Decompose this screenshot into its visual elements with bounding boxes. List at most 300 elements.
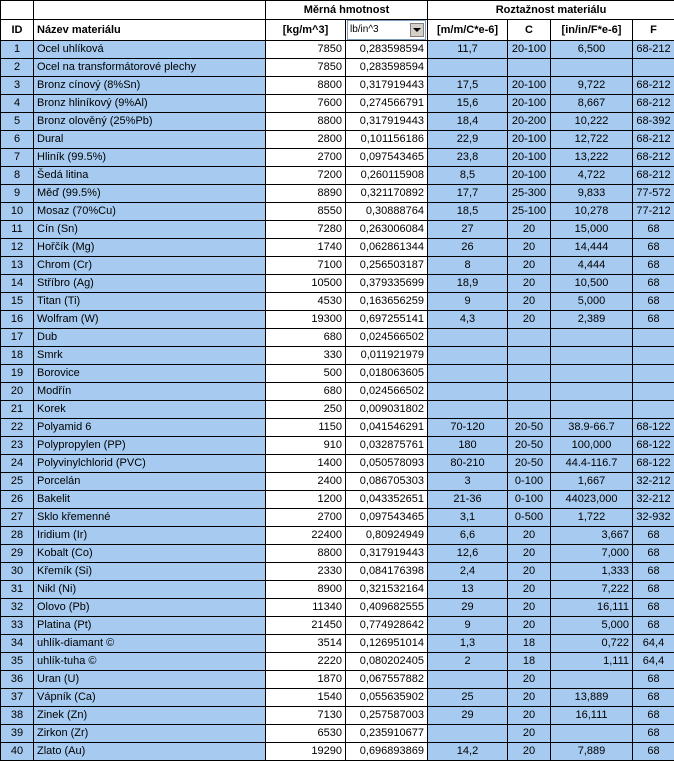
- cell-temp-c[interactable]: 18: [508, 653, 551, 671]
- cell-temp-c[interactable]: 20: [508, 671, 551, 689]
- cell-temp-c[interactable]: [508, 401, 551, 419]
- cell-expansion-imperial[interactable]: 9,833: [551, 185, 633, 203]
- cell-temp-f[interactable]: 68-212: [633, 41, 674, 59]
- cell-temp-c[interactable]: 20-100: [508, 41, 551, 59]
- cell-temp-c[interactable]: 0-500: [508, 509, 551, 527]
- cell-temp-c[interactable]: 20-50: [508, 455, 551, 473]
- cell-lbin3[interactable]: 0,062861344: [346, 239, 428, 257]
- cell-kgm3[interactable]: 6530: [266, 725, 346, 743]
- cell-expansion-imperial[interactable]: 5,000: [551, 293, 633, 311]
- cell-id[interactable]: 25: [1, 473, 34, 491]
- cell-expansion-metric[interactable]: 1,3: [428, 635, 508, 653]
- cell-id[interactable]: 40: [1, 743, 34, 761]
- cell-id[interactable]: 31: [1, 581, 34, 599]
- cell-kgm3[interactable]: 7850: [266, 41, 346, 59]
- cell-expansion-metric[interactable]: 3,1: [428, 509, 508, 527]
- cell-name[interactable]: Chrom (Cr): [34, 257, 266, 275]
- cell-id[interactable]: 30: [1, 563, 34, 581]
- cell-lbin3[interactable]: 0,283598594: [346, 41, 428, 59]
- cell-temp-f[interactable]: [633, 59, 674, 77]
- cell-id[interactable]: 13: [1, 257, 34, 275]
- cell-lbin3[interactable]: 0,317919443: [346, 113, 428, 131]
- cell-id[interactable]: 28: [1, 527, 34, 545]
- cell-temp-f[interactable]: 68: [633, 257, 674, 275]
- cell-lbin3[interactable]: 0,317919443: [346, 545, 428, 563]
- cell-name[interactable]: Modřín: [34, 383, 266, 401]
- cell-temp-c[interactable]: 20: [508, 311, 551, 329]
- cell-temp-f[interactable]: 77-212: [633, 203, 674, 221]
- cell-id[interactable]: 1: [1, 41, 34, 59]
- cell-kgm3[interactable]: 1870: [266, 671, 346, 689]
- cell-temp-f[interactable]: [633, 347, 674, 365]
- cell-name[interactable]: Porcelán: [34, 473, 266, 491]
- cell-kgm3[interactable]: 21450: [266, 617, 346, 635]
- cell-id[interactable]: 3: [1, 77, 34, 95]
- cell-temp-c[interactable]: 20-50: [508, 437, 551, 455]
- cell-id[interactable]: 8: [1, 167, 34, 185]
- cell-name[interactable]: Dub: [34, 329, 266, 347]
- cell-id[interactable]: 20: [1, 383, 34, 401]
- cell-id[interactable]: 33: [1, 617, 34, 635]
- cell-name[interactable]: Hliník (99.5%): [34, 149, 266, 167]
- cell-expansion-metric[interactable]: 18,5: [428, 203, 508, 221]
- cell-kgm3[interactable]: 1540: [266, 689, 346, 707]
- cell-expansion-metric[interactable]: 22,9: [428, 131, 508, 149]
- cell-expansion-imperial[interactable]: 5,000: [551, 617, 633, 635]
- cell-id[interactable]: 38: [1, 707, 34, 725]
- cell-expansion-metric[interactable]: 27: [428, 221, 508, 239]
- cell-name[interactable]: Ocel na transformátorové plechy: [34, 59, 266, 77]
- cell-lbin3[interactable]: 0,409682555: [346, 599, 428, 617]
- cell-id[interactable]: 9: [1, 185, 34, 203]
- cell-expansion-imperial[interactable]: 3,667: [551, 527, 633, 545]
- cell-kgm3[interactable]: 3514: [266, 635, 346, 653]
- col-c-header[interactable]: C: [508, 20, 551, 41]
- cell-expansion-metric[interactable]: 70-120: [428, 419, 508, 437]
- cell-lbin3[interactable]: 0,235910677: [346, 725, 428, 743]
- cell-id[interactable]: 39: [1, 725, 34, 743]
- cell-temp-f[interactable]: 68-122: [633, 455, 674, 473]
- unit-dropdown[interactable]: [347, 20, 426, 40]
- cell-expansion-metric[interactable]: 26: [428, 239, 508, 257]
- cell-expansion-metric[interactable]: 11,7: [428, 41, 508, 59]
- cell-id[interactable]: 15: [1, 293, 34, 311]
- cell-temp-f[interactable]: [633, 401, 674, 419]
- cell-lbin3[interactable]: 0,086705303: [346, 473, 428, 491]
- cell-name[interactable]: Křemík (Si): [34, 563, 266, 581]
- cell-expansion-imperial[interactable]: 2,389: [551, 311, 633, 329]
- cell-lbin3[interactable]: 0,024566502: [346, 383, 428, 401]
- cell-expansion-metric[interactable]: 14,2: [428, 743, 508, 761]
- header-cell-empty[interactable]: [1, 1, 34, 20]
- cell-kgm3[interactable]: 11340: [266, 599, 346, 617]
- cell-name[interactable]: Zinek (Zn): [34, 707, 266, 725]
- cell-lbin3[interactable]: 0,317919443: [346, 77, 428, 95]
- cell-temp-f[interactable]: 68: [633, 311, 674, 329]
- cell-kgm3[interactable]: 7280: [266, 221, 346, 239]
- cell-lbin3[interactable]: 0,283598594: [346, 59, 428, 77]
- cell-expansion-metric[interactable]: 18,4: [428, 113, 508, 131]
- col-inf-header[interactable]: [in/in/F*e-6]: [551, 20, 633, 41]
- cell-kgm3[interactable]: 250: [266, 401, 346, 419]
- cell-temp-f[interactable]: [633, 329, 674, 347]
- cell-temp-f[interactable]: 68: [633, 275, 674, 293]
- cell-expansion-metric[interactable]: 23,8: [428, 149, 508, 167]
- cell-name[interactable]: Platina (Pt): [34, 617, 266, 635]
- cell-kgm3[interactable]: 1740: [266, 239, 346, 257]
- cell-temp-f[interactable]: 68-122: [633, 419, 674, 437]
- cell-lbin3[interactable]: 0,084176398: [346, 563, 428, 581]
- cell-lbin3[interactable]: 0,024566502: [346, 329, 428, 347]
- cell-id[interactable]: 11: [1, 221, 34, 239]
- cell-name[interactable]: Vápník (Ca): [34, 689, 266, 707]
- cell-name[interactable]: Borovice: [34, 365, 266, 383]
- cell-expansion-imperial[interactable]: 10,222: [551, 113, 633, 131]
- cell-name[interactable]: Wolfram (W): [34, 311, 266, 329]
- cell-name[interactable]: Polypropylen (PP): [34, 437, 266, 455]
- cell-expansion-imperial[interactable]: [551, 365, 633, 383]
- cell-kgm3[interactable]: 22400: [266, 527, 346, 545]
- cell-lbin3[interactable]: 0,257587003: [346, 707, 428, 725]
- cell-expansion-imperial[interactable]: 44.4-116.7: [551, 455, 633, 473]
- cell-lbin3[interactable]: 0,697255141: [346, 311, 428, 329]
- cell-expansion-imperial[interactable]: 4,722: [551, 167, 633, 185]
- cell-lbin3[interactable]: 0,055635902: [346, 689, 428, 707]
- col-name-header[interactable]: Název materiálu: [34, 20, 266, 41]
- cell-lbin3[interactable]: 0,30888764: [346, 203, 428, 221]
- cell-expansion-metric[interactable]: 8: [428, 257, 508, 275]
- cell-temp-f[interactable]: 68: [633, 293, 674, 311]
- cell-temp-c[interactable]: 20-100: [508, 149, 551, 167]
- cell-expansion-metric[interactable]: 13: [428, 581, 508, 599]
- cell-temp-f[interactable]: 68-212: [633, 95, 674, 113]
- cell-id[interactable]: 18: [1, 347, 34, 365]
- cell-temp-c[interactable]: 20: [508, 689, 551, 707]
- cell-expansion-imperial[interactable]: 7,222: [551, 581, 633, 599]
- cell-expansion-imperial[interactable]: 9,722: [551, 77, 633, 95]
- cell-name[interactable]: Polyvinylchlorid (PVC): [34, 455, 266, 473]
- cell-expansion-metric[interactable]: [428, 365, 508, 383]
- cell-kgm3[interactable]: 2400: [266, 473, 346, 491]
- cell-name[interactable]: Olovo (Pb): [34, 599, 266, 617]
- cell-expansion-metric[interactable]: [428, 329, 508, 347]
- cell-expansion-imperial[interactable]: 38.9-66.7: [551, 419, 633, 437]
- cell-lbin3[interactable]: 0,256503187: [346, 257, 428, 275]
- cell-name[interactable]: Zirkon (Zr): [34, 725, 266, 743]
- cell-temp-f[interactable]: 68-212: [633, 149, 674, 167]
- cell-id[interactable]: 19: [1, 365, 34, 383]
- cell-expansion-metric[interactable]: 17,5: [428, 77, 508, 95]
- cell-name[interactable]: Nikl (Ni): [34, 581, 266, 599]
- cell-name[interactable]: Bronz olověný (25%Pb): [34, 113, 266, 131]
- cell-temp-c[interactable]: 18: [508, 635, 551, 653]
- cell-name[interactable]: Ocel uhlíková: [34, 41, 266, 59]
- cell-name[interactable]: Titan (Ti): [34, 293, 266, 311]
- cell-name[interactable]: Polyamid 6: [34, 419, 266, 437]
- cell-name[interactable]: Bakelit: [34, 491, 266, 509]
- cell-expansion-imperial[interactable]: 1,333: [551, 563, 633, 581]
- cell-expansion-metric[interactable]: [428, 347, 508, 365]
- cell-name[interactable]: Hořčík (Mg): [34, 239, 266, 257]
- cell-expansion-metric[interactable]: 9: [428, 293, 508, 311]
- cell-temp-f[interactable]: 32-212: [633, 473, 674, 491]
- cell-temp-f[interactable]: 68-212: [633, 131, 674, 149]
- cell-kgm3[interactable]: 8800: [266, 77, 346, 95]
- cell-lbin3[interactable]: 0,274566791: [346, 95, 428, 113]
- cell-lbin3[interactable]: 0,321170892: [346, 185, 428, 203]
- cell-lbin3[interactable]: 0,097543465: [346, 149, 428, 167]
- cell-name[interactable]: Zlato (Au): [34, 743, 266, 761]
- cell-kgm3[interactable]: 2220: [266, 653, 346, 671]
- cell-name[interactable]: Šedá litina: [34, 167, 266, 185]
- cell-expansion-metric[interactable]: 80-210: [428, 455, 508, 473]
- cell-expansion-metric[interactable]: 29: [428, 599, 508, 617]
- cell-lbin3[interactable]: 0,101156186: [346, 131, 428, 149]
- cell-expansion-imperial[interactable]: 7,889: [551, 743, 633, 761]
- cell-id[interactable]: 12: [1, 239, 34, 257]
- cell-temp-c[interactable]: 20: [508, 725, 551, 743]
- cell-id[interactable]: 34: [1, 635, 34, 653]
- cell-expansion-imperial[interactable]: 1,722: [551, 509, 633, 527]
- cell-id[interactable]: 7: [1, 149, 34, 167]
- cell-id[interactable]: 22: [1, 419, 34, 437]
- cell-expansion-metric[interactable]: 18,9: [428, 275, 508, 293]
- col-f-header[interactable]: F: [633, 20, 674, 41]
- cell-expansion-metric[interactable]: 2: [428, 653, 508, 671]
- cell-temp-f[interactable]: 68: [633, 707, 674, 725]
- cell-expansion-imperial[interactable]: 10,278: [551, 203, 633, 221]
- cell-name[interactable]: Bronz cínový (8%Sn): [34, 77, 266, 95]
- cell-expansion-metric[interactable]: 12,6: [428, 545, 508, 563]
- cell-expansion-imperial[interactable]: 6,500: [551, 41, 633, 59]
- cell-temp-c[interactable]: 20-200: [508, 113, 551, 131]
- cell-temp-c[interactable]: 20-100: [508, 95, 551, 113]
- cell-temp-f[interactable]: 64,4: [633, 653, 674, 671]
- cell-expansion-metric[interactable]: 25: [428, 689, 508, 707]
- cell-kgm3[interactable]: 680: [266, 329, 346, 347]
- cell-kgm3[interactable]: 10500: [266, 275, 346, 293]
- cell-id[interactable]: 5: [1, 113, 34, 131]
- cell-expansion-imperial[interactable]: 16,111: [551, 599, 633, 617]
- cell-expansion-imperial[interactable]: 10,500: [551, 275, 633, 293]
- cell-expansion-metric[interactable]: 9: [428, 617, 508, 635]
- cell-id[interactable]: 16: [1, 311, 34, 329]
- cell-id[interactable]: 37: [1, 689, 34, 707]
- cell-name[interactable]: Kobalt (Co): [34, 545, 266, 563]
- cell-expansion-imperial[interactable]: [551, 725, 633, 743]
- cell-temp-f[interactable]: 68: [633, 617, 674, 635]
- dropdown-button[interactable]: [410, 23, 424, 37]
- cell-kgm3[interactable]: 7600: [266, 95, 346, 113]
- cell-temp-c[interactable]: [508, 365, 551, 383]
- cell-id[interactable]: 17: [1, 329, 34, 347]
- cell-temp-f[interactable]: 68-212: [633, 167, 674, 185]
- cell-expansion-metric[interactable]: 4,3: [428, 311, 508, 329]
- cell-id[interactable]: 23: [1, 437, 34, 455]
- cell-temp-c[interactable]: 20-100: [508, 77, 551, 95]
- cell-temp-f[interactable]: [633, 383, 674, 401]
- col-mmc-header[interactable]: [m/m/C*e-6]: [428, 20, 508, 41]
- cell-expansion-metric[interactable]: 8,5: [428, 167, 508, 185]
- cell-name[interactable]: Smrk: [34, 347, 266, 365]
- cell-name[interactable]: Mosaz (70%Cu): [34, 203, 266, 221]
- cell-kgm3[interactable]: 1200: [266, 491, 346, 509]
- cell-temp-f[interactable]: 64,4: [633, 635, 674, 653]
- cell-id[interactable]: 29: [1, 545, 34, 563]
- cell-expansion-metric[interactable]: [428, 671, 508, 689]
- cell-kgm3[interactable]: 1150: [266, 419, 346, 437]
- cell-kgm3[interactable]: 8800: [266, 113, 346, 131]
- cell-expansion-metric[interactable]: 180: [428, 437, 508, 455]
- cell-temp-c[interactable]: 20: [508, 617, 551, 635]
- cell-expansion-metric[interactable]: 15,6: [428, 95, 508, 113]
- cell-kgm3[interactable]: 7850: [266, 59, 346, 77]
- cell-kgm3[interactable]: 7130: [266, 707, 346, 725]
- col-kgm3-header[interactable]: [kg/m^3]: [266, 20, 346, 41]
- cell-temp-f[interactable]: 68: [633, 563, 674, 581]
- cell-kgm3[interactable]: 2330: [266, 563, 346, 581]
- cell-expansion-metric[interactable]: 29: [428, 707, 508, 725]
- cell-temp-c[interactable]: 25-100: [508, 203, 551, 221]
- cell-lbin3[interactable]: 0,263006084: [346, 221, 428, 239]
- cell-kgm3[interactable]: 2700: [266, 149, 346, 167]
- cell-name[interactable]: Stříbro (Ag): [34, 275, 266, 293]
- cell-expansion-metric[interactable]: 6,6: [428, 527, 508, 545]
- cell-temp-f[interactable]: 68: [633, 743, 674, 761]
- cell-id[interactable]: 27: [1, 509, 34, 527]
- cell-temp-c[interactable]: [508, 329, 551, 347]
- cell-temp-c[interactable]: 0-100: [508, 491, 551, 509]
- cell-kgm3[interactable]: 7100: [266, 257, 346, 275]
- cell-lbin3[interactable]: 0,696893869: [346, 743, 428, 761]
- cell-expansion-imperial[interactable]: 7,000: [551, 545, 633, 563]
- cell-expansion-metric[interactable]: [428, 401, 508, 419]
- cell-expansion-imperial[interactable]: [551, 671, 633, 689]
- cell-expansion-imperial[interactable]: 100,000: [551, 437, 633, 455]
- cell-expansion-imperial[interactable]: 8,667: [551, 95, 633, 113]
- cell-lbin3[interactable]: 0,041546291: [346, 419, 428, 437]
- cell-lbin3[interactable]: 0,774928642: [346, 617, 428, 635]
- cell-temp-c[interactable]: 20-100: [508, 167, 551, 185]
- cell-name[interactable]: Korek: [34, 401, 266, 419]
- cell-kgm3[interactable]: 7200: [266, 167, 346, 185]
- cell-lbin3[interactable]: 0,80924949: [346, 527, 428, 545]
- cell-kgm3[interactable]: 500: [266, 365, 346, 383]
- cell-id[interactable]: 26: [1, 491, 34, 509]
- cell-expansion-imperial[interactable]: 16,111: [551, 707, 633, 725]
- cell-expansion-metric[interactable]: 2,4: [428, 563, 508, 581]
- cell-temp-f[interactable]: 68: [633, 545, 674, 563]
- cell-lbin3[interactable]: 0,050578093: [346, 455, 428, 473]
- cell-lbin3[interactable]: 0,018063605: [346, 365, 428, 383]
- cell-temp-f[interactable]: 68-212: [633, 77, 674, 95]
- cell-name[interactable]: Měď (99.5%): [34, 185, 266, 203]
- cell-kgm3[interactable]: 19300: [266, 311, 346, 329]
- cell-temp-f[interactable]: 68: [633, 725, 674, 743]
- cell-id[interactable]: 21: [1, 401, 34, 419]
- cell-expansion-imperial[interactable]: 14,444: [551, 239, 633, 257]
- cell-kgm3[interactable]: 680: [266, 383, 346, 401]
- cell-temp-c[interactable]: 20-100: [508, 131, 551, 149]
- cell-temp-f[interactable]: [633, 365, 674, 383]
- cell-kgm3[interactable]: 1400: [266, 455, 346, 473]
- cell-expansion-imperial[interactable]: 15,000: [551, 221, 633, 239]
- cell-id[interactable]: 4: [1, 95, 34, 113]
- cell-name[interactable]: Bronz hliníkový (9%Al): [34, 95, 266, 113]
- cell-expansion-imperial[interactable]: 13,222: [551, 149, 633, 167]
- cell-lbin3[interactable]: 0,009031802: [346, 401, 428, 419]
- cell-expansion-metric[interactable]: 3: [428, 473, 508, 491]
- cell-temp-f[interactable]: 68: [633, 527, 674, 545]
- cell-lbin3[interactable]: 0,321532164: [346, 581, 428, 599]
- cell-expansion-imperial[interactable]: 13,889: [551, 689, 633, 707]
- group-expansion-header[interactable]: Roztažnost materiálu: [428, 1, 674, 20]
- cell-id[interactable]: 14: [1, 275, 34, 293]
- cell-lbin3[interactable]: 0,032875761: [346, 437, 428, 455]
- cell-temp-c[interactable]: [508, 59, 551, 77]
- cell-expansion-imperial[interactable]: 12,722: [551, 131, 633, 149]
- header-cell-empty[interactable]: [34, 1, 266, 20]
- cell-temp-c[interactable]: 20: [508, 239, 551, 257]
- cell-expansion-imperial[interactable]: 44023,000: [551, 491, 633, 509]
- cell-kgm3[interactable]: 8800: [266, 545, 346, 563]
- cell-kgm3[interactable]: 2800: [266, 131, 346, 149]
- cell-lbin3[interactable]: 0,126951014: [346, 635, 428, 653]
- col-id-header[interactable]: ID: [1, 20, 34, 41]
- cell-name[interactable]: Iridium (Ir): [34, 527, 266, 545]
- cell-name[interactable]: Dural: [34, 131, 266, 149]
- cell-temp-c[interactable]: [508, 347, 551, 365]
- cell-temp-f[interactable]: 68: [633, 581, 674, 599]
- cell-temp-f[interactable]: 32-212: [633, 491, 674, 509]
- cell-temp-c[interactable]: 20: [508, 743, 551, 761]
- cell-id[interactable]: 6: [1, 131, 34, 149]
- cell-name[interactable]: Sklo křemenné: [34, 509, 266, 527]
- group-density-header[interactable]: Měrná hmotnost: [266, 1, 428, 20]
- cell-expansion-imperial[interactable]: 1,667: [551, 473, 633, 491]
- cell-expansion-metric[interactable]: [428, 383, 508, 401]
- cell-id[interactable]: 36: [1, 671, 34, 689]
- cell-expansion-imperial[interactable]: 4,444: [551, 257, 633, 275]
- cell-kgm3[interactable]: 8900: [266, 581, 346, 599]
- cell-expansion-imperial[interactable]: [551, 401, 633, 419]
- cell-temp-c[interactable]: 20: [508, 257, 551, 275]
- cell-kgm3[interactable]: 8550: [266, 203, 346, 221]
- cell-lbin3[interactable]: 0,097543465: [346, 509, 428, 527]
- cell-kgm3[interactable]: 910: [266, 437, 346, 455]
- cell-lbin3[interactable]: 0,080202405: [346, 653, 428, 671]
- cell-temp-c[interactable]: 25-300: [508, 185, 551, 203]
- cell-temp-c[interactable]: 20: [508, 707, 551, 725]
- cell-id[interactable]: 10: [1, 203, 34, 221]
- cell-temp-c[interactable]: [508, 383, 551, 401]
- cell-lbin3[interactable]: 0,043352651: [346, 491, 428, 509]
- cell-temp-f[interactable]: 68: [633, 239, 674, 257]
- cell-lbin3[interactable]: 0,011921979: [346, 347, 428, 365]
- cell-temp-c[interactable]: 20: [508, 275, 551, 293]
- cell-temp-f[interactable]: 77-572: [633, 185, 674, 203]
- unit-dropdown-cell[interactable]: [346, 20, 428, 41]
- cell-temp-f[interactable]: 68-392: [633, 113, 674, 131]
- cell-expansion-imperial[interactable]: [551, 383, 633, 401]
- cell-expansion-metric[interactable]: 21-36: [428, 491, 508, 509]
- cell-temp-f[interactable]: 68: [633, 221, 674, 239]
- cell-temp-c[interactable]: 20: [508, 527, 551, 545]
- cell-expansion-imperial[interactable]: [551, 59, 633, 77]
- cell-expansion-imperial[interactable]: 0,722: [551, 635, 633, 653]
- cell-kgm3[interactable]: 4530: [266, 293, 346, 311]
- cell-temp-c[interactable]: 20: [508, 293, 551, 311]
